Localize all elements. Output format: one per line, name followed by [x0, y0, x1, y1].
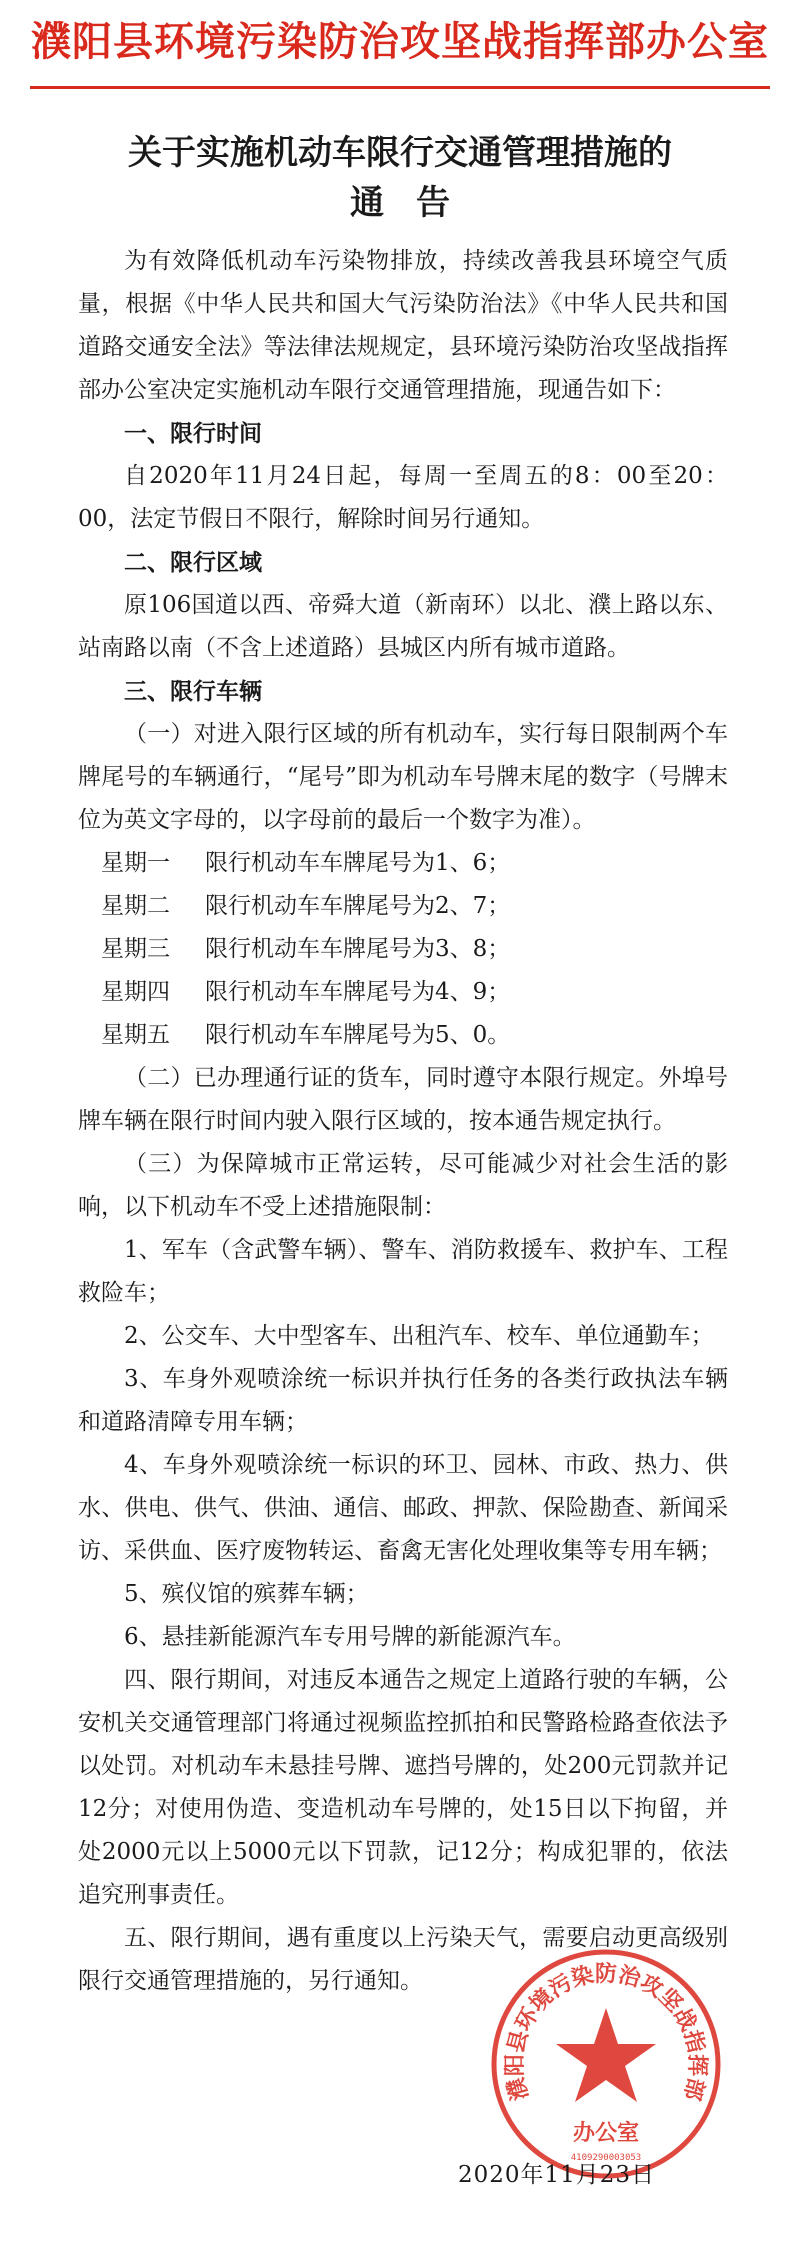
seal-star-icon [556, 2008, 656, 2102]
schedule-day: 星期二 [101, 893, 170, 919]
body-paragraph: （三）为保障城市正常运转，尽可能减少对社会生活的影响，以下机动车不受上述措施限制： [78, 1151, 728, 1220]
issue-date: 2020年11月23日 [458, 2162, 656, 2188]
body-paragraph: 原106国道以西、帝舜大道（新南环）以北、濮上路以东、站南路以南（不含上述道路）县城区内所有城市道路。 [78, 592, 728, 661]
schedule-rule: 限行机动车车牌尾号为4、9； [205, 979, 511, 1005]
schedule-row [78, 928, 728, 971]
seal-number: 4109290003053 [570, 2153, 642, 2163]
schedule-day: 星期五 [101, 1022, 170, 1048]
section-heading: 一、限行时间 [124, 420, 262, 447]
schedule-row [78, 842, 728, 885]
body-paragraph: 1、军车（含武警车辆）、警车、消防救援车、救护车、工程救险车； [78, 1237, 728, 1306]
official-seal [488, 1946, 724, 2182]
title-line-2: 通告 [350, 183, 482, 223]
body-paragraph: 6、悬挂新能源汽车专用号牌的新能源汽车。 [124, 1624, 576, 1650]
body-paragraph: 4、车身外观喷涂统一标识的环卫、园林、市政、热力、供水、供电、供气、供油、通信、邮政、押款、保险勘查、新闻采访、采供血、医疗废物转运、畜禽无害化处理收集等专用车辆； [78, 1452, 728, 1564]
body-paragraph: （二）已办理通行证的货车，同时遵守本限行规定。外埠号牌车辆在限行时间内驶入限行区域的，按本通告规定执行。 [78, 1065, 728, 1134]
document-header [0, 0, 800, 100]
body-paragraph: 5、殡仪馆的殡葬车辆； [124, 1581, 369, 1607]
notice-title [0, 128, 800, 228]
notice-body [78, 240, 728, 2003]
section-heading: 二、限行区域 [124, 549, 262, 576]
schedule-row [78, 1014, 728, 1057]
issuer-name: 濮阳县环境污染防治攻坚战指挥部办公室 [31, 18, 769, 65]
schedule-rule: 限行机动车车牌尾号为3、8； [205, 936, 511, 962]
body-paragraph: 2、公交车、大中型客车、出租汽车、校车、单位通勤车； [124, 1323, 714, 1349]
schedule-rule: 限行机动车车牌尾号为1、6； [205, 850, 511, 876]
body-paragraph: 四、限行期间，对违反本通告之规定上道路行驶的车辆，公安机关交通管理部门将通过视频监控抓拍和民警路检路查依法予以处罚。对机动车未悬挂号牌、遮挡号牌的，处200元罚款并记12分；对使用伪造、变造机动车号牌的，处15日以下拘留，并处2000元以上5000元以下罚款，记12分；构成犯罪的，依法追究刑事责任。 [78, 1667, 728, 1908]
schedule-day: 星期四 [101, 979, 170, 1005]
body-paragraph: 为有效降低机动车污染物排放，持续改善我县环境空气质量，根据《中华人民共和国大气污染防治法》《中华人民共和国道路交通安全法》等法律法规规定，县环境污染防治攻坚战指挥部办公室决定实施机动车限行交通管理措施，现通告如下： [78, 248, 728, 403]
schedule-row [78, 971, 728, 1014]
seal-center-text: 办公室 [572, 2120, 640, 2146]
schedule-rule: 限行机动车车牌尾号为2、7； [205, 893, 511, 919]
red-divider-line [30, 86, 770, 89]
schedule-day: 星期一 [101, 850, 170, 876]
body-paragraph: （一）对进入限行区域的所有机动车，实行每日限制两个车牌尾号的车辆通行，“尾号”即为机动车号牌末尾的数字（号牌末位为英文字母的，以字母前的最后一个数字为准）。 [78, 721, 728, 833]
schedule-day: 星期三 [101, 936, 170, 962]
body-paragraph: 自2020年11月24日起，每周一至周五的8：00至20：00，法定节假日不限行，解除时间另行通知。 [78, 463, 728, 532]
seal-ring-text: 濮阳县环境污染防治攻坚战指挥部 [501, 1960, 711, 2103]
body-paragraph: 五、限行期间，遇有重度以上污染天气，需要启动更高级别限行交通管理措施的，另行通知。 [78, 1925, 728, 1994]
body-paragraph: 3、车身外观喷涂统一标识并执行任务的各类行政执法车辆和道路清障专用车辆； [78, 1366, 728, 1435]
schedule-rule: 限行机动车车牌尾号为5、0。 [205, 1022, 511, 1048]
schedule-row [78, 885, 728, 928]
section-heading: 三、限行车辆 [124, 678, 262, 705]
title-line-1: 关于实施机动车限行交通管理措施的 [128, 133, 672, 173]
